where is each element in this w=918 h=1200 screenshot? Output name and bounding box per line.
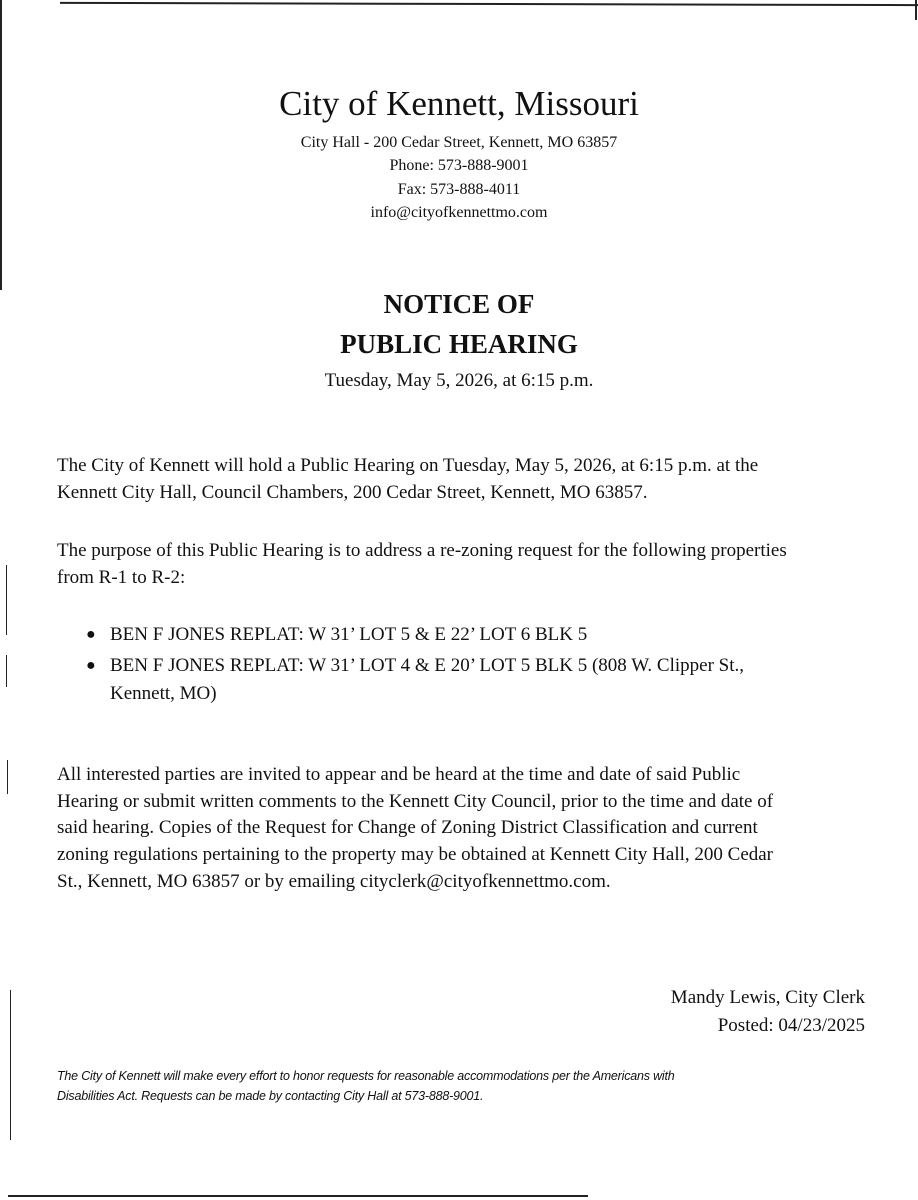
paragraph-3-line: zoning regulations pertaining to the property may be obtained at Kennett City Hall, 200 Cedar: [57, 844, 774, 865]
city-phone: Phone: 573-888-9001: [389, 157, 529, 174]
scan-mark-left: [10, 990, 11, 1140]
posted-date: Posted: 04/23/2025: [717, 1015, 865, 1036]
bullet-icon: ●: [86, 626, 96, 643]
paragraph-3-line: All interested parties are invited to appear and be heard at the time and date of said Public: [57, 764, 741, 785]
property-item-continued: Kennett, MO): [110, 683, 217, 704]
paragraph-1-line: Kennett City Hall, Council Chambers, 200 Cedar Street, Kennett, MO 63857.: [57, 482, 648, 503]
paragraph-2-line: from R-1 to R-2:: [57, 567, 186, 588]
ada-footnote-line: The City of Kennett will make every effort to honor requests for reasonable accommodations per the Americans with: [57, 1069, 675, 1083]
property-item: BEN F JONES REPLAT: W 31’ LOT 5 & E 22’ LOT 6 BLK 5: [110, 624, 588, 645]
city-fax: Fax: 573-888-4011: [397, 181, 521, 198]
property-item: BEN F JONES REPLAT: W 31’ LOT 4 & E 20’ LOT 5 BLK 5 (808 W. Clipper St.,: [110, 655, 744, 676]
bullet-icon: ●: [86, 657, 96, 674]
paragraph-1-line: The City of Kennett will hold a Public Hearing on Tuesday, May 5, 2026, at 6:15 p.m. at the: [57, 455, 759, 476]
hearing-date: Tuesday, May 5, 2026, at 6:15 p.m.: [324, 370, 594, 391]
paragraph-3-line: said hearing. Copies of the Request for Change of Zoning District Classification and current: [57, 817, 758, 838]
notice-heading-line1: NOTICE OF: [383, 289, 535, 319]
city-email: info@cityofkennettmo.com: [370, 204, 548, 221]
scan-edge-right: [915, 0, 917, 20]
signature-name: Mandy Lewis, City Clerk: [670, 987, 865, 1008]
scan-mark-left: [7, 760, 8, 794]
scan-mark-left: [6, 565, 7, 635]
city-title: City of Kennett, Missouri: [279, 84, 639, 123]
scan-edge-top: [60, 2, 918, 6]
city-address: City Hall - 200 Cedar Street, Kennett, MO 63857: [300, 134, 618, 151]
paragraph-2-line: The purpose of this Public Hearing is to address a re-zoning request for the following properties: [57, 540, 787, 561]
paragraph-3-line: Hearing or submit written comments to the Kennett City Council, prior to the time and date of: [57, 791, 774, 812]
notice-heading-line2: PUBLIC HEARING: [340, 329, 578, 359]
ada-footnote-line: Disabilities Act. Requests can be made by contacting City Hall at 573-888-9001.: [57, 1089, 484, 1103]
scan-mark-left: [6, 655, 7, 687]
paragraph-3-line: St., Kennett, MO 63857 or by emailing cityclerk@cityofkennettmo.com.: [57, 871, 611, 892]
scan-edge-bottom: [8, 1195, 588, 1197]
